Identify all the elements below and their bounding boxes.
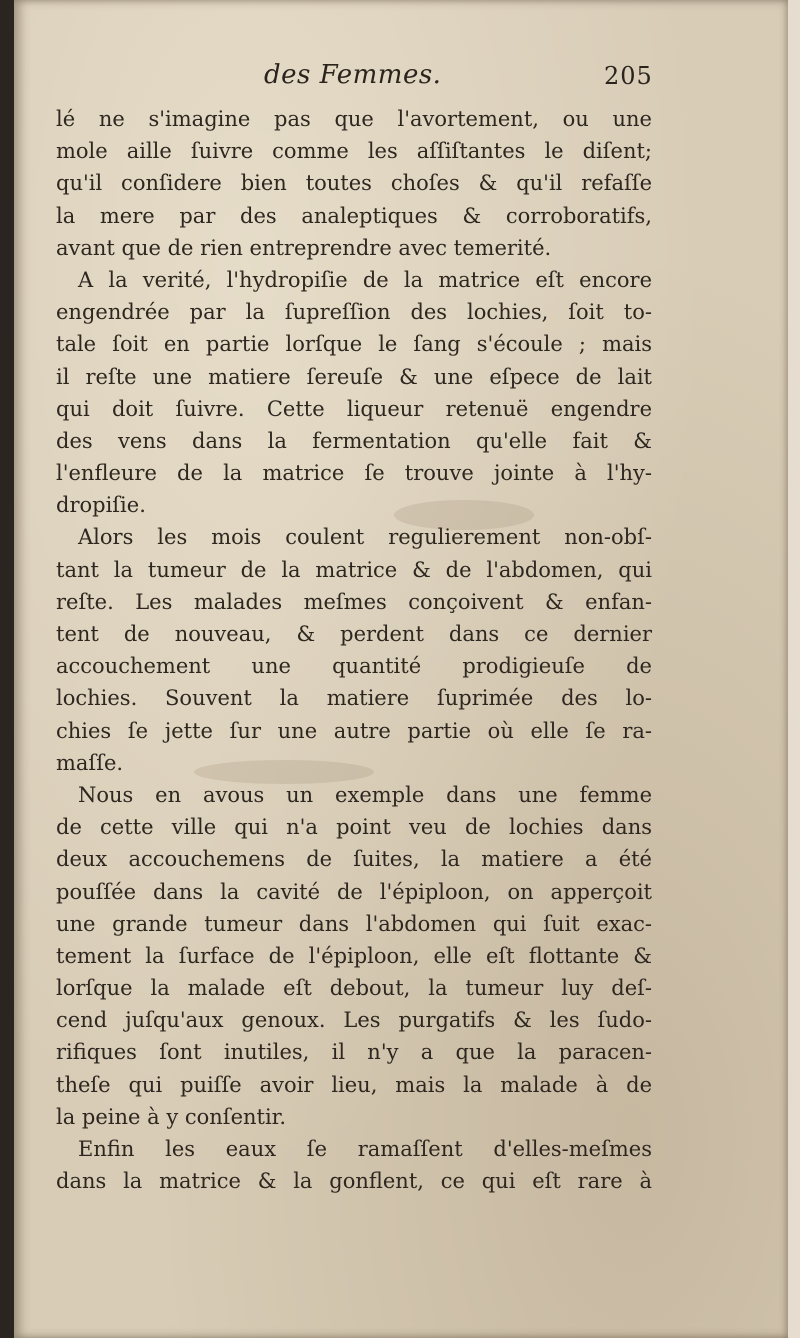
text-line: tale ſoit en partie lorſque le ſang s'écoule ; mais	[56, 332, 652, 357]
page-number: 205	[604, 62, 653, 90]
text-line: la mere par des analeptiques & corroboratifs,	[56, 203, 652, 228]
text-line: accouchement une quantité prodigieuſe de	[56, 654, 652, 679]
running-title: des Femmes.	[264, 60, 442, 90]
text-line: lé ne s'imagine pas que l'avortement, ou une	[56, 107, 652, 131]
text-line: tant la tumeur de la matrice & de l'abdomen, qui	[56, 557, 652, 582]
text-line: Enfin les eaux ſe ramaſſent d'elles-meſmes	[78, 1137, 652, 1161]
text-line: l'enfleure de la matrice ſe trouve jointe à l'hy-	[56, 461, 652, 486]
text-line: Alors les mois coulent regulierement non-obſ-	[78, 525, 652, 550]
body-text	[56, 103, 652, 1197]
text-line: qu'il conſidere bien toutes choſes & qu'il refaſſe	[56, 171, 652, 196]
text-line: de cette ville qui n'a point veu de lochies dans	[56, 815, 652, 840]
text-line: la peine à y conſentir.	[56, 1104, 287, 1129]
text-line: lochies. Souvent la matiere ſuprimée des lo-	[56, 686, 652, 711]
text-line: reſte. Les malades meſmes conçoivent & enfan-	[56, 589, 652, 614]
text-line: mole aille ſuivre comme les aſſiſtantes le diſent;	[56, 139, 652, 164]
text-line: avant que de rien entreprendre avec temerité.	[56, 235, 552, 260]
text-line: cend juſqu'aux genoux. Les purgatifs & les ſudo-	[56, 1008, 652, 1033]
text-line: deux accouchemens de ſuites, la matiere a été	[56, 847, 652, 872]
text-line: pouſſée dans la cavité de l'épiploon, on apperçoit	[56, 879, 652, 904]
text-line: engendrée par la ſupreſſion des lochies, ſoit to-	[56, 300, 652, 325]
adjacent-page-edge	[788, 0, 800, 1338]
page-header	[14, 60, 788, 100]
text-line: tent de nouveau, & perdent dans ce dernier	[56, 622, 652, 646]
text-line: maſſe.	[56, 750, 124, 775]
text-line: une grande tumeur dans l'abdomen qui ſuit exac-	[56, 911, 652, 936]
text-line: dropiſie.	[56, 493, 146, 518]
text-line: rifiques ſont inutiles, il n'y a que la paracen-	[56, 1040, 652, 1065]
text-line: dans la matrice & la gonflent, ce qui eſt rare à	[56, 1169, 652, 1194]
text-line: theſe qui puiſſe avoir lieu, mais la malade à de	[56, 1072, 652, 1097]
text-line: chies ſe jette ſur une autre partie où elle ſe ra-	[56, 718, 652, 743]
text-line: des vens dans la fermentation qu'elle fait &	[56, 428, 652, 453]
text-line: tement la ſurface de l'épiploon, elle eſt flottante &	[56, 943, 652, 968]
text-line: il reſte une matiere ſereuſe & une eſpece de lait	[56, 364, 652, 389]
text-line: lorſque la malade eſt debout, la tumeur luy deſ-	[56, 976, 652, 1001]
text-line: Nous en avous un exemple dans une femme	[78, 782, 652, 807]
text-line: A la verité, l'hydropiſie de la matrice eſt encore	[78, 267, 652, 292]
text-line: qui doit ſuivre. Cette liqueur retenuë engendre	[56, 396, 652, 421]
book-page	[14, 0, 788, 1338]
